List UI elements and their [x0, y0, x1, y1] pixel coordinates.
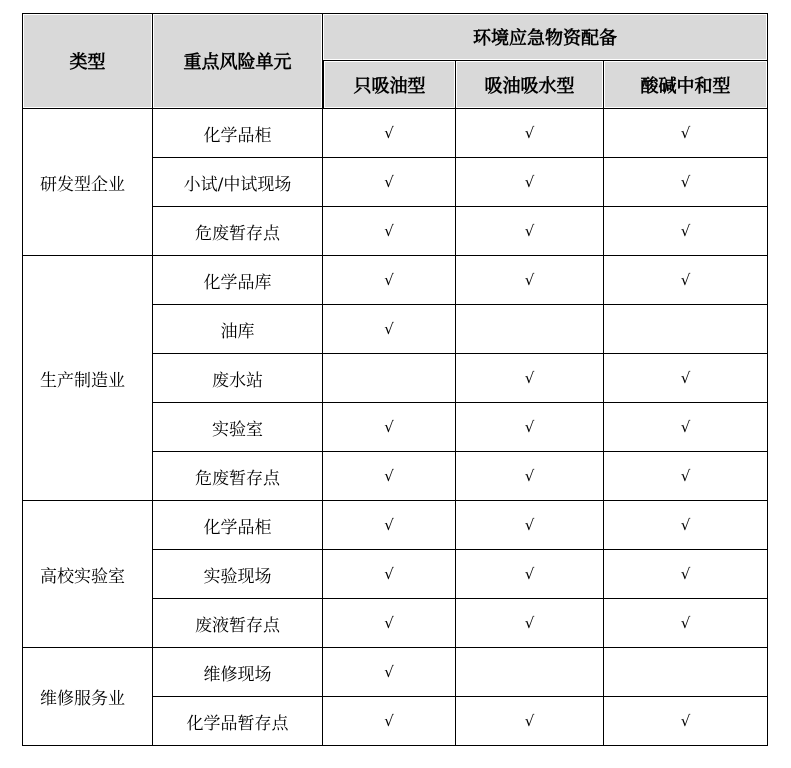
risk-unit-cell: 化学品库 — [153, 256, 323, 305]
risk-unit-cell: 油库 — [153, 305, 323, 354]
oil-only-cell: √ — [323, 501, 456, 550]
header-emergency-supplies: 环境应急物资配备 — [323, 13, 768, 61]
risk-unit-cell: 小试/中试现场 — [153, 158, 323, 207]
risk-unit-cell: 实验现场 — [153, 550, 323, 599]
oil-water-cell — [456, 305, 604, 354]
acid-base-cell: √ — [604, 158, 768, 207]
type-cell: 维修服务业 — [22, 648, 153, 746]
acid-base-cell: √ — [604, 501, 768, 550]
oil-only-cell: √ — [323, 158, 456, 207]
oil-only-cell: √ — [323, 256, 456, 305]
risk-unit-cell: 维修现场 — [153, 648, 323, 697]
oil-water-cell: √ — [456, 501, 604, 550]
oil-water-cell: √ — [456, 158, 604, 207]
oil-water-cell: √ — [456, 403, 604, 452]
acid-base-cell: √ — [604, 109, 768, 158]
acid-base-cell — [604, 305, 768, 354]
oil-only-cell: √ — [323, 452, 456, 501]
oil-only-cell: √ — [323, 305, 456, 354]
oil-only-cell: √ — [323, 207, 456, 256]
emergency-supplies-table — [22, 13, 768, 746]
oil-water-cell: √ — [456, 452, 604, 501]
oil-only-cell: √ — [323, 550, 456, 599]
acid-base-cell: √ — [604, 403, 768, 452]
header-type: 类型 — [22, 13, 153, 109]
oil-only-cell: √ — [323, 648, 456, 697]
acid-base-cell: √ — [604, 550, 768, 599]
header-acid-base: 酸碱中和型 — [604, 61, 768, 109]
header-risk-unit: 重点风险单元 — [153, 13, 323, 109]
type-cell: 研发型企业 — [22, 109, 153, 256]
table-row — [22, 109, 768, 158]
type-cell: 高校实验室 — [22, 501, 153, 648]
table-row — [22, 256, 768, 305]
risk-unit-cell: 实验室 — [153, 403, 323, 452]
acid-base-cell: √ — [604, 207, 768, 256]
oil-water-cell: √ — [456, 599, 604, 648]
table-body — [22, 109, 768, 746]
risk-unit-cell: 废水站 — [153, 354, 323, 403]
table-row — [22, 501, 768, 550]
acid-base-cell: √ — [604, 599, 768, 648]
oil-water-cell: √ — [456, 109, 604, 158]
oil-only-cell: √ — [323, 403, 456, 452]
supplies-table-wrapper — [22, 13, 768, 746]
header-oil-water: 吸油吸水型 — [456, 61, 604, 109]
acid-base-cell: √ — [604, 697, 768, 746]
acid-base-cell: √ — [604, 256, 768, 305]
oil-water-cell — [456, 648, 604, 697]
type-cell: 生产制造业 — [22, 256, 153, 501]
oil-water-cell: √ — [456, 256, 604, 305]
risk-unit-cell: 化学品柜 — [153, 109, 323, 158]
acid-base-cell: √ — [604, 354, 768, 403]
acid-base-cell: √ — [604, 452, 768, 501]
oil-water-cell: √ — [456, 550, 604, 599]
table-row — [22, 648, 768, 697]
risk-unit-cell: 化学品暂存点 — [153, 697, 323, 746]
oil-only-cell: √ — [323, 697, 456, 746]
oil-only-cell: √ — [323, 109, 456, 158]
oil-only-cell — [323, 354, 456, 403]
risk-unit-cell: 危废暂存点 — [153, 207, 323, 256]
header-oil-only: 只吸油型 — [323, 61, 456, 109]
oil-water-cell: √ — [456, 207, 604, 256]
oil-water-cell: √ — [456, 354, 604, 403]
risk-unit-cell: 废液暂存点 — [153, 599, 323, 648]
acid-base-cell — [604, 648, 768, 697]
oil-water-cell: √ — [456, 697, 604, 746]
risk-unit-cell: 危废暂存点 — [153, 452, 323, 501]
oil-only-cell: √ — [323, 599, 456, 648]
risk-unit-cell: 化学品柜 — [153, 501, 323, 550]
